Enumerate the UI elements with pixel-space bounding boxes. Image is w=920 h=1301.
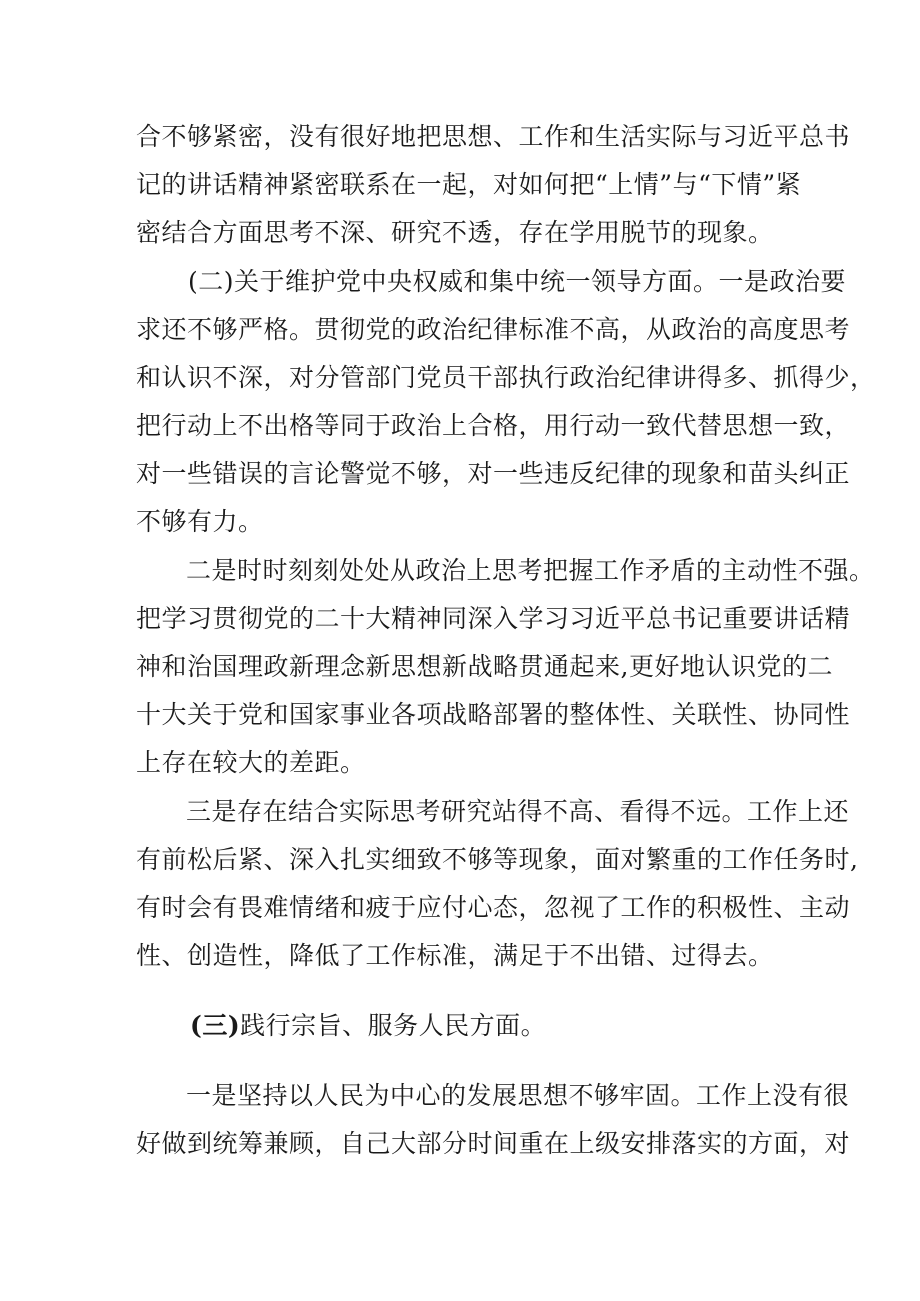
paragraph-4-line-4: 性、创造性，降低了工作标准，满足于不出错、过得去。 xyxy=(136,941,774,970)
paragraph-2-line-4: 把行动上不出格等同于政治上合格，用行动一致代替思想一致， xyxy=(136,411,851,440)
section-3-number: (三) xyxy=(190,1011,241,1040)
paragraph-2-line-1: (二)关于维护党中央权威和集中统一领导方面。一是政治要 xyxy=(188,267,847,296)
paragraph-3-line-2: 把学习贯彻党的二十大精神同深入学习习近平总书记重要讲话精 xyxy=(136,604,851,633)
paragraph-2-line-2: 求还不够严格。贯彻党的政治纪律标准不高，从政治的高度思考 xyxy=(136,315,851,344)
paragraph-2-line-6: 不够有力。 xyxy=(136,507,264,536)
paragraph-3-line-1: 二是时时刻刻处处从政治上思考把握工作矛盾的主动性不强。 xyxy=(186,556,875,585)
paragraph-4-line-2: 有前松后紧、深入扎实细致不够等现象，面对繁重的工作任务时, xyxy=(136,845,859,874)
paragraph-3-line-5: 上存在较大的差距。 xyxy=(136,748,366,777)
paragraph-1-line-2: 记的讲话精神紧密联系在一起，对如何把“上情”与“下情”紧 xyxy=(136,170,802,199)
section-3-heading xyxy=(190,1006,796,1046)
paragraph-2-line-3: 和认识不深，对分管部门党员干部执行政治纪律讲得多、抓得少， xyxy=(136,363,876,392)
paragraph-4-line-3: 有时会有畏难情绪和疲于应付心态，忽视了工作的积极性、主动 xyxy=(136,893,851,922)
paragraph-6-line-2: 好做到统筹兼顾，自己大部分时间重在上级安排落实的方面，对 xyxy=(136,1129,851,1158)
paragraph-6-line-1: 一是坚持以人民为中心的发展思想不够牢固。工作上没有很 xyxy=(186,1081,850,1110)
section-3-title: 践行宗旨、服务人民方面。 xyxy=(240,1011,547,1040)
paragraph-2-line-5: 对一些错误的言论警觉不够，对一些违反纪律的现象和苗头纠正 xyxy=(136,459,851,488)
paragraph-1-line-1: 合不够紧密，没有很好地把思想、工作和生活实际与习近平总书 xyxy=(136,122,851,151)
paragraph-4-line-1: 三是存在结合实际思考研究站得不高、看得不远。工作上还 xyxy=(186,797,850,826)
paragraph-3-line-3: 神和治国理政新理念新思想新战略贯通起来,更好地认识党的二 xyxy=(136,652,833,681)
paragraph-3-line-4: 十大关于党和国家事业各项战略部署的整体性、关联性、协同性 xyxy=(136,700,851,729)
paragraph-1-line-3: 密结合方面思考不深、研究不透，存在学用脱节的现象。 xyxy=(136,218,774,247)
